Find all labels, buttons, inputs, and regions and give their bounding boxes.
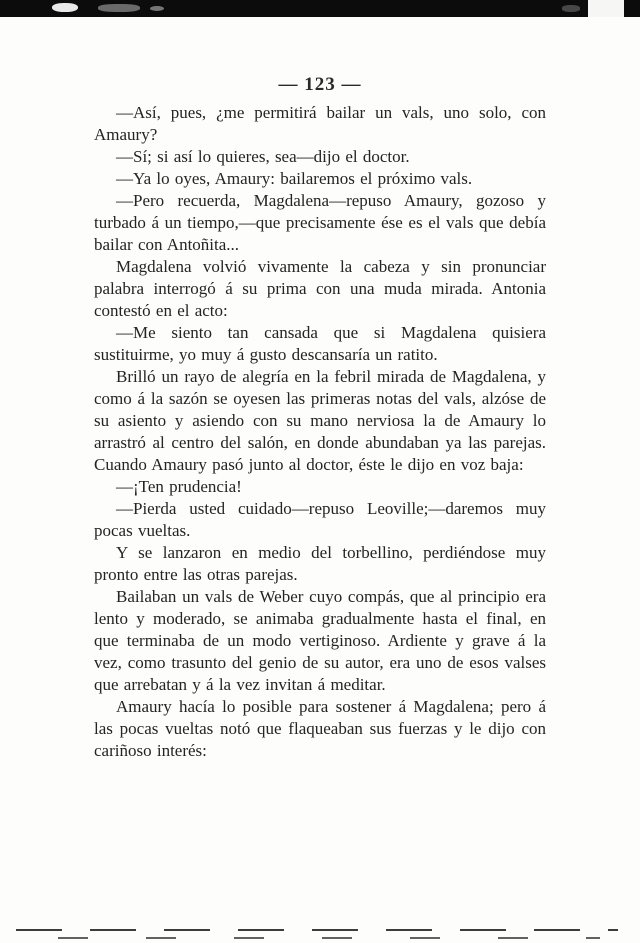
paragraph: —Pero recuerda, Magdalena—repuso Amaury, gozoso y turbado á un tiempo,—que precisamente ése es el vals que debía bailar con Antoñita...	[94, 191, 546, 254]
paragraph: —Así, pues, ¿me permitirá bailar un vals, uno solo, con Amaury?	[94, 103, 546, 144]
paragraph: —Pierda usted cuidado—repuso Leoville;—daremos muy pocas vueltas.	[94, 499, 546, 540]
paragraph: —Me siento tan cansada que si Magdalena quisiera sustituirme, yo muy á gusto descansaría un ratito.	[94, 323, 546, 364]
scan-smudge	[562, 5, 580, 12]
paragraph: —¡Ten prudencia!	[116, 477, 242, 496]
paragraph: Magdalena volvió vivamente la cabeza y sin pronunciar palabra interrogó á su prima con una muda mirada. Antonia contestó en el acto:	[94, 257, 546, 320]
scan-artifact-bottom-edge	[0, 919, 640, 943]
scan-smudge	[150, 6, 164, 11]
scan-artifact-top-edge	[0, 0, 640, 17]
scan-dashed-rule	[16, 929, 618, 931]
paragraph: Amaury hacía lo posible para sostener á Magdalena; pero á las pocas vueltas notó que flaqueaban sus fuerzas y le dijo con cariñoso interés:	[94, 697, 546, 760]
page-number: — 123 —	[278, 74, 362, 95]
text-block	[94, 102, 546, 762]
paragraph: Bailaban un vals de Weber cuyo compás, que al principio era lento y moderado, se animaba gradualmente hasta el final, en que terminaba de un modo vertiginoso. Ardiente y grave á la vez, como trasunto del genio de su autor, era uno de esos valses que arrebatan y á la vez invitan á meditar.	[94, 587, 546, 694]
paragraph: Brilló un rayo de alegría en la febril mirada de Magdalena, y como á la sazón se oyesen las primeras notas del vals, alzóse de su asiento y asiendo con su mano nerviosa la de Amaury lo arrastró al centro del salón, en donde abundaban ya las parejas. Cuando Amaury pasó junto al doctor, éste le dijo en voz baja:	[94, 367, 546, 474]
paragraph: —Ya lo oyes, Amaury: bailaremos el próximo vals.	[116, 169, 473, 188]
scan-smudge	[52, 3, 78, 12]
paragraph: Y se lanzaron en medio del torbellino, perdiéndose muy pronto entre las otras parejas.	[94, 543, 546, 584]
scan-smudge	[588, 0, 624, 17]
paragraph: —Sí; si así lo quieres, sea—dijo el doctor.	[116, 147, 410, 166]
scan-smudge	[98, 4, 140, 12]
scan-dashed-rule	[58, 937, 600, 939]
